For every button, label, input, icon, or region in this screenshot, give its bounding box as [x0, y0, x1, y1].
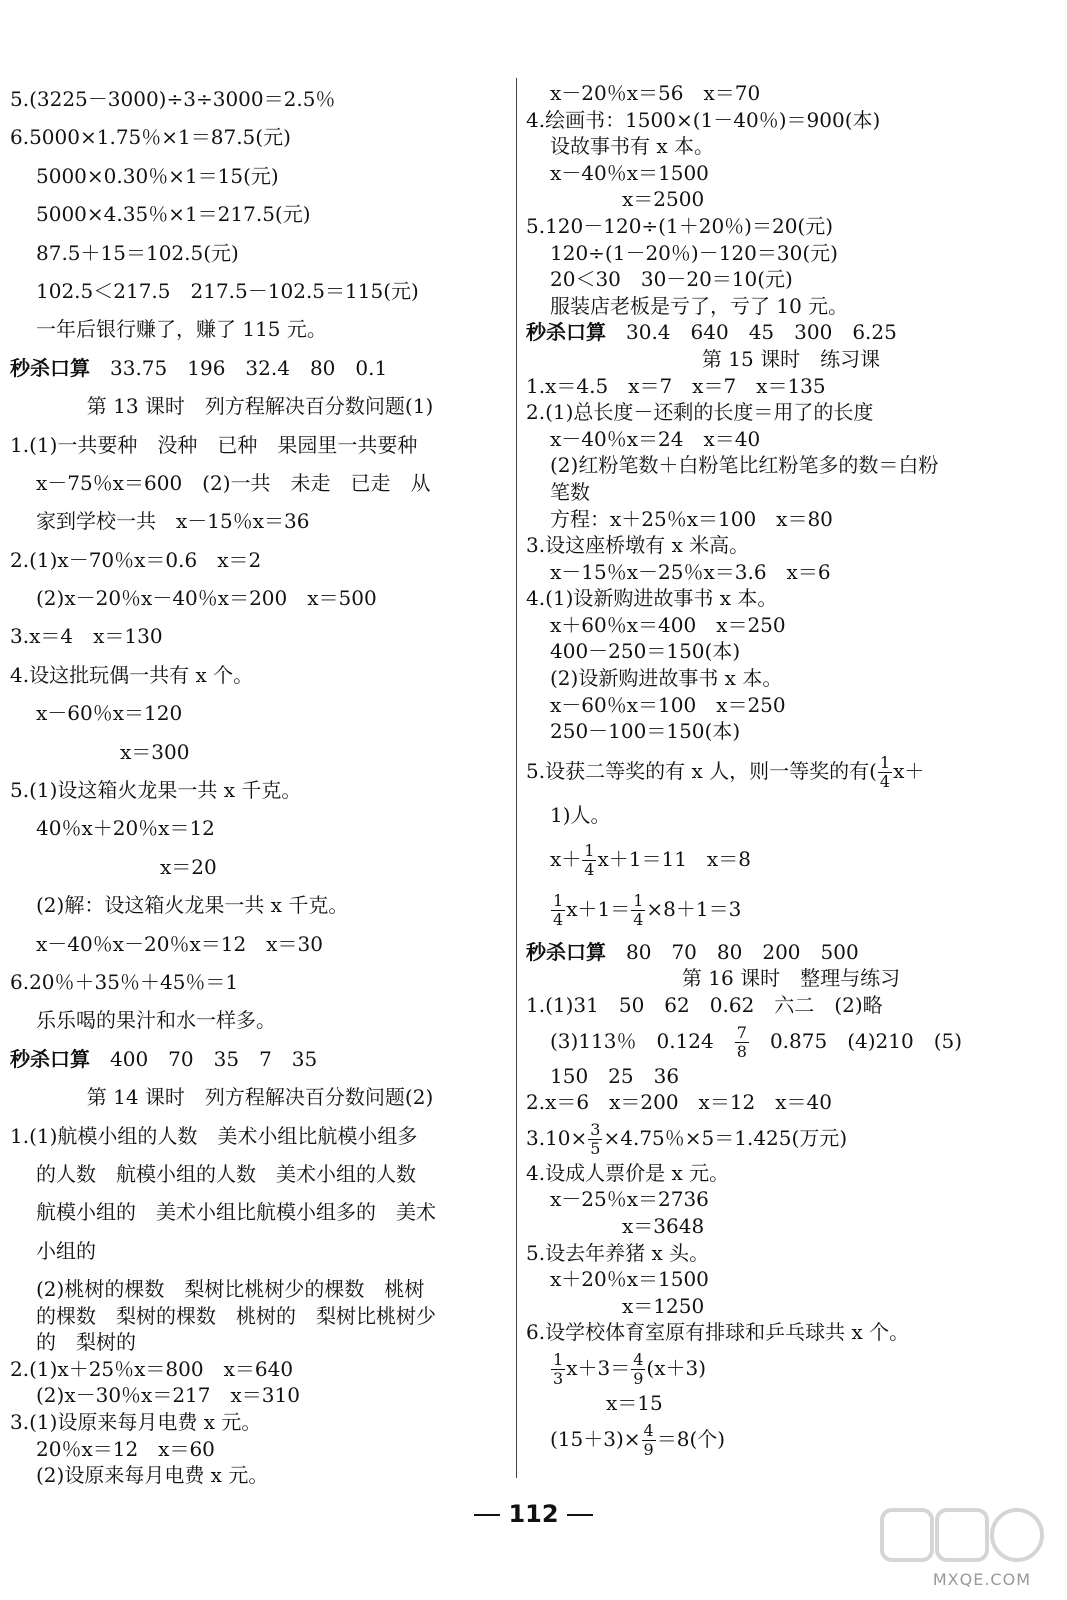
- answer-text: x＋: [550, 846, 582, 871]
- mental-math-row: [10, 349, 510, 387]
- answer-text: (3)113％ 0.124: [550, 1028, 714, 1053]
- answer-line: [526, 1417, 1056, 1461]
- answer-line: 20％x＝12 x＝60: [36, 1436, 215, 1461]
- numerator: 1: [553, 1349, 564, 1369]
- answer-line: 3.设这座桥墩有 x 米高。: [526, 533, 750, 558]
- answer-text: ＝8(个): [656, 1426, 726, 1451]
- page-number: 112: [508, 1500, 559, 1528]
- answer-line: x＝3648: [622, 1214, 705, 1238]
- answer-line: 笔数: [550, 479, 590, 504]
- fraction-one-third: [551, 1351, 565, 1388]
- answer-line: 5.120－120÷(1＋20％)＝20(元): [526, 213, 834, 238]
- answer-line: [526, 887, 1056, 931]
- answer-line: x＋20％x＝1500: [550, 1267, 709, 1292]
- numerator: 1: [553, 890, 564, 910]
- answer-line: (2)设新购进故事书 x 本。: [550, 666, 783, 691]
- mental-math-values: 400 70 35 7 35: [110, 1046, 318, 1071]
- fraction-three-fifths: [588, 1121, 602, 1158]
- mental-math-label: 秒杀口算: [526, 939, 606, 964]
- answer-line: x－40％x－20％x＝12 x＝30: [36, 931, 323, 956]
- answer-line: x－60％x＝120: [36, 701, 183, 726]
- numerator: 3: [590, 1119, 601, 1139]
- answer-line: 1.(1)一共要种 没种 已种 果园里一共要种: [10, 432, 418, 457]
- numerator: 1: [584, 840, 595, 860]
- fraction-four-ninths: [642, 1422, 656, 1459]
- answer-line: 乐乐喝的果汁和水一样多。: [36, 1008, 276, 1033]
- answer-line: 3.(1)设原来每月电费 x 元。: [10, 1410, 262, 1435]
- left-column: [10, 80, 510, 1489]
- numerator: 1: [879, 752, 891, 772]
- denominator: 3: [553, 1368, 564, 1388]
- answer-line: 设故事书有 x 本。: [550, 134, 714, 159]
- numerator: 4: [643, 1420, 654, 1440]
- fraction-one-quarter: [878, 754, 892, 791]
- answer-line: 20＜30 30－20＝10(元): [550, 267, 793, 292]
- answer-line: 40％x＋20％x＝12: [36, 816, 215, 841]
- mental-math-label: 秒杀口算: [10, 1046, 90, 1071]
- answer-line: x＝2500: [622, 187, 705, 212]
- answer-line: 2.x＝6 x＝200 x＝12 x＝40: [526, 1090, 832, 1115]
- denominator: 9: [643, 1439, 654, 1459]
- answer-line: [526, 837, 1056, 881]
- answer-line: x－15％x－25％x＝3.6 x＝6: [550, 559, 831, 584]
- answer-line: x＋60％x＝400 x＝250: [550, 612, 786, 637]
- answer-line: (2)红粉笔数＋白粉笔比红粉笔多的数＝白粉: [550, 453, 939, 478]
- answer-line: 400－250＝150(本): [550, 639, 741, 664]
- answer-line: 小组的: [36, 1238, 96, 1263]
- answer-line: 1.(1)31 50 62 0.62 六二 (2)略: [526, 993, 883, 1018]
- answer-line: x＝300: [120, 739, 190, 764]
- answer-line: 2.(1)x－70％x＝0.6 x＝2: [10, 547, 262, 572]
- answer-text: (x＋3): [646, 1355, 706, 1380]
- denominator: 4: [584, 859, 595, 879]
- answer-line: 服装店老板是亏了，亏了 10 元。: [550, 293, 849, 318]
- answer-line: 4.设这批玩偶一共有 x 个。: [10, 662, 254, 687]
- answer-text: 5.设获二等奖的有 x 人，则一等奖的有(: [526, 758, 877, 783]
- lesson-heading: 第 13 课时 列方程解决百分数问题(1): [86, 394, 434, 419]
- numerator: 4: [633, 1349, 644, 1369]
- denominator: 8: [736, 1041, 747, 1061]
- answer-text: x＋1＝: [566, 896, 631, 921]
- answer-line: 6.20％＋35％＋45％＝1: [10, 969, 239, 994]
- mental-math-row: [526, 319, 1056, 346]
- denominator: 5: [590, 1138, 601, 1158]
- answer-line: 1)人。: [550, 802, 611, 827]
- answer-line: 4.(1)设新购进故事书 x 本。: [526, 586, 778, 611]
- answer-line: 家到学校一共 x－15％x＝36: [36, 509, 310, 534]
- answer-line: 的棵数 梨树的棵数 桃树的 梨树比桃树少: [36, 1303, 436, 1328]
- mental-math-label: 秒杀口算: [526, 320, 606, 345]
- answer-line: (2)设原来每月电费 x 元。: [36, 1463, 269, 1488]
- answer-line: (2)x－30％x＝217 x＝310: [36, 1383, 300, 1408]
- answer-line: x－40％x＝1500: [550, 160, 709, 185]
- numerator: 7: [736, 1022, 747, 1042]
- answer-text: ×8＋1＝3: [646, 896, 742, 921]
- answer-line: x＝15: [606, 1390, 663, 1415]
- answer-line: 3.x＝4 x＝130: [10, 624, 163, 649]
- footer-dash-left: [474, 1514, 500, 1516]
- answer-text: 0.875 (4)210 (5): [769, 1028, 963, 1053]
- watermark-text: MXQE.COM: [932, 1570, 1031, 1589]
- answer-line: 6.5000×1.75％×1＝87.5(元): [10, 125, 291, 150]
- answer-line: x＝20: [160, 854, 217, 879]
- denominator: 4: [879, 771, 891, 791]
- answer-text: x＋1＝11 x＝8: [597, 846, 751, 871]
- answer-line: 4.设成人票价是 x 元。: [526, 1160, 730, 1185]
- answer-line: 102.5＜217.5 217.5－102.5＝115(元): [36, 278, 419, 303]
- answer-line: 5000×0.30％×1＝15(元): [36, 163, 279, 188]
- mental-math-values: 30.4 640 45 300 6.25: [626, 320, 897, 345]
- fraction-four-ninths: [631, 1351, 645, 1388]
- mental-math-values: 33.75 196 32.4 80 0.1: [110, 355, 388, 380]
- answer-line: 的 梨树的: [36, 1330, 136, 1355]
- answer-line: [526, 1346, 1056, 1390]
- mental-math-values: 80 70 80 200 500: [626, 939, 859, 964]
- answer-line: 5.(3225－3000)÷3÷3000＝2.5％: [10, 87, 336, 111]
- answer-line: 1.x＝4.5 x＝7 x＝7 x＝135: [526, 373, 826, 398]
- mental-math-label: 秒杀口算: [10, 355, 90, 380]
- answer-line: 5.(1)设这箱火龙果一共 x 千克。: [10, 778, 302, 803]
- answer-text: (15＋3)×: [550, 1426, 641, 1451]
- answer-line: [526, 749, 1056, 793]
- answer-line: 2.(1)x＋25％x＝800 x＝640: [10, 1356, 294, 1381]
- answer-line: [526, 1116, 1056, 1160]
- answer-text: x＋3＝: [566, 1355, 631, 1380]
- lesson-heading: 第 16 课时 整理与练习: [681, 966, 901, 991]
- lesson-heading: 第 15 课时 练习课: [701, 346, 881, 371]
- answer-line: 6.设学校体育室原有排球和乒乓球共 x 个。: [526, 1320, 910, 1345]
- answer-line: (2)x－20％x－40％x＝200 x＝500: [36, 586, 377, 611]
- answer-line: 1.(1)航模小组的人数 美术小组比航模小组多: [10, 1123, 418, 1148]
- answer-line: 航模小组的 美术小组比航模小组多的 美术: [36, 1200, 436, 1225]
- answer-line: 的人数 航模小组的人数 美术小组的人数: [36, 1161, 416, 1186]
- answer-line: (2)解：设这箱火龙果一共 x 千克。: [36, 893, 349, 918]
- answer-line: 120÷(1－20％)－120＝30(元): [550, 240, 838, 265]
- answer-line: x－75％x＝600 (2)一共 未走 已走 从: [36, 470, 431, 495]
- lesson-heading: 第 14 课时 列方程解决百分数问题(2): [86, 1085, 434, 1110]
- answer-line: 一年后银行赚了，赚了 115 元。: [36, 317, 327, 342]
- fraction-one-quarter: [582, 842, 596, 879]
- numerator: 1: [633, 890, 644, 910]
- answer-line: x－20％x＝56 x＝70: [550, 81, 761, 105]
- answer-line: 5000×4.35％×1＝217.5(元): [36, 202, 311, 227]
- denominator: 9: [633, 1368, 644, 1388]
- answer-line: 250－100＝150(本): [550, 719, 741, 744]
- answer-line: 方程：x＋25％x＝100 x＝80: [550, 506, 833, 531]
- right-column: [526, 80, 1056, 1461]
- fraction-one-quarter: [551, 892, 565, 929]
- answer-text: 3.10×: [526, 1125, 588, 1150]
- footer-dash-right: [567, 1514, 593, 1516]
- answer-text: x＋: [893, 758, 925, 783]
- fraction-one-quarter: [631, 892, 645, 929]
- answer-line: x＝1250: [622, 1293, 705, 1318]
- denominator: 4: [553, 909, 564, 929]
- fraction-seven-eighths: [735, 1024, 749, 1061]
- answer-line: (2)桃树的棵数 梨树比桃树少的棵数 桃树: [36, 1277, 425, 1302]
- answer-text: ×4.75％×5＝1.425(万元): [603, 1125, 848, 1150]
- answer-line: 5.设去年养猪 x 头。: [526, 1240, 710, 1265]
- mental-math-row: [10, 1040, 510, 1078]
- answer-line: x－60％x＝100 x＝250: [550, 692, 786, 717]
- column-divider: [516, 78, 517, 1478]
- answer-line: 87.5＋15＝102.5(元): [36, 240, 239, 265]
- answer-line: 2.(1)总长度－还剩的长度＝用了的长度: [526, 400, 874, 425]
- mental-math-row: [526, 939, 1056, 966]
- answer-line: x－25％x＝2736: [550, 1187, 709, 1212]
- denominator: 4: [633, 909, 644, 929]
- answer-line: x－40％x＝24 x＝40: [550, 426, 761, 451]
- answer-line: [526, 1019, 1056, 1063]
- answer-line: 150 25 36: [550, 1063, 680, 1088]
- answer-line: 4.绘画书：1500×(1－40％)＝900(本): [526, 107, 881, 132]
